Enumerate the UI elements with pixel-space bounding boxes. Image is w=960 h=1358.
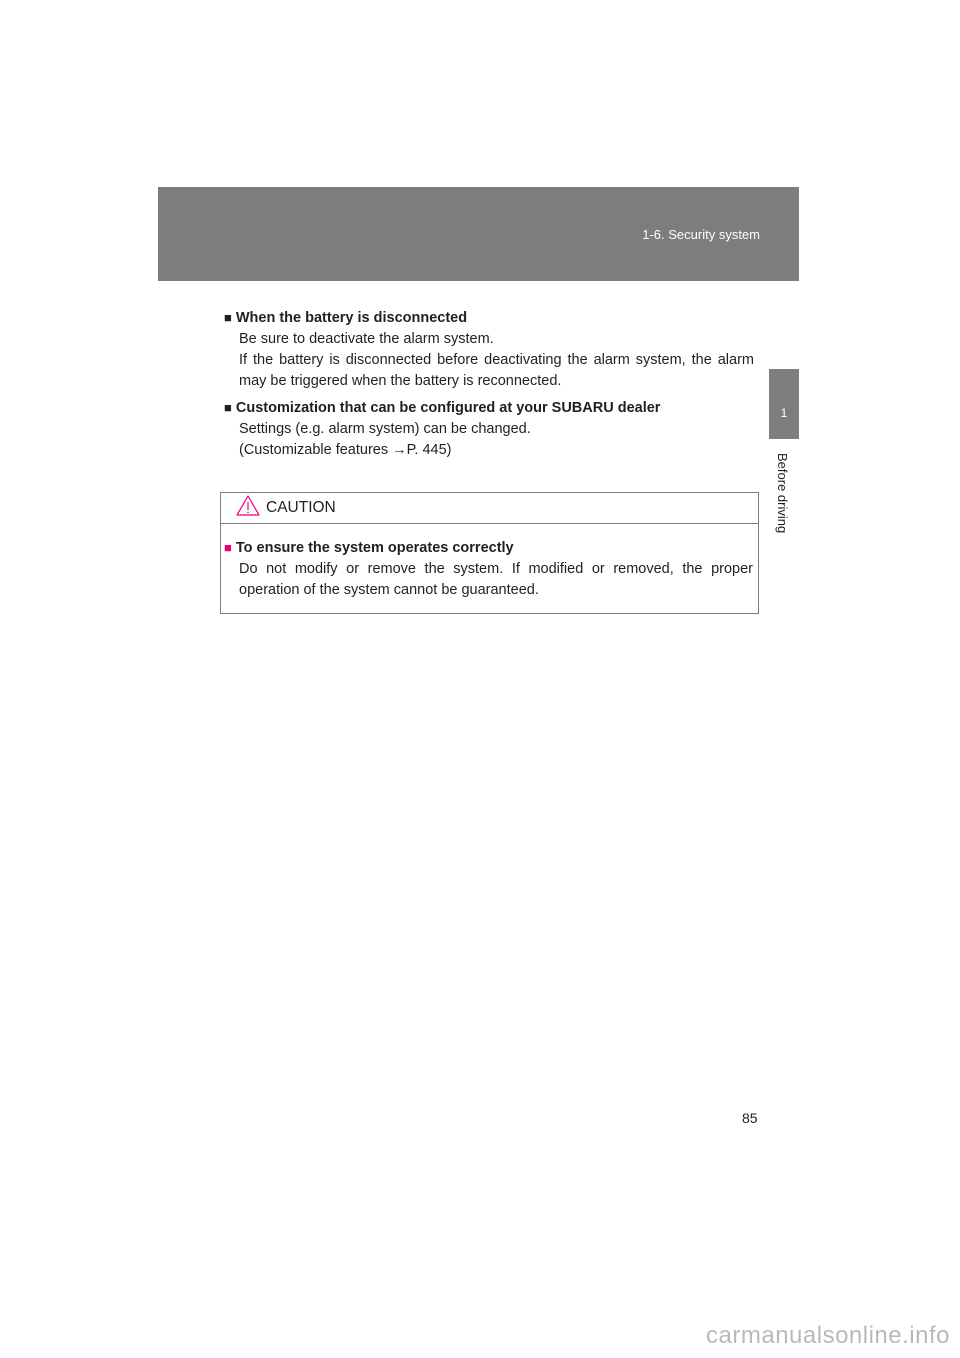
section-title: 1-6. Security system — [642, 227, 760, 242]
chapter-number: 1 — [780, 406, 788, 420]
page-number: 85 — [742, 1110, 758, 1126]
heading-text: To ensure the system operates correctly — [235, 540, 514, 556]
heading-text: Customization that can be configured at your SUBARU dealer — [235, 400, 661, 416]
warning-triangle-icon — [236, 495, 260, 521]
caution-paragraph: Do not modify or remove the system. If modified or removed, the proper operation of the system cannot be guaranteed. — [239, 561, 753, 598]
section-heading — [224, 307, 754, 329]
square-bullet-icon: ■ — [224, 540, 232, 555]
square-bullet-icon: ■ — [224, 310, 232, 325]
chapter-tab — [769, 369, 799, 439]
section-battery-disconnected — [224, 307, 754, 392]
section-customization — [224, 397, 754, 461]
section-paragraph: Be sure to deactivate the alarm system. If the battery is disconnected before deactivating the alarm system, the alarm may be triggered when the battery is reconnected. — [239, 331, 754, 389]
chapter-label: Before driving — [775, 453, 790, 534]
heading-text: When the battery is disconnected — [235, 310, 468, 326]
caution-header — [221, 493, 758, 524]
watermark: carmanualsonline.info — [706, 1322, 950, 1349]
square-bullet-icon: ■ — [224, 400, 232, 415]
section-paragraph: Settings (e.g. alarm system) can be changed. (Customizable features →P. 445) — [239, 421, 531, 458]
caution-box — [220, 492, 759, 614]
caution-title: CAUTION — [266, 499, 336, 516]
section-heading — [224, 397, 754, 419]
caution-heading — [224, 537, 753, 559]
caution-body — [221, 524, 758, 601]
header-band — [158, 187, 799, 281]
